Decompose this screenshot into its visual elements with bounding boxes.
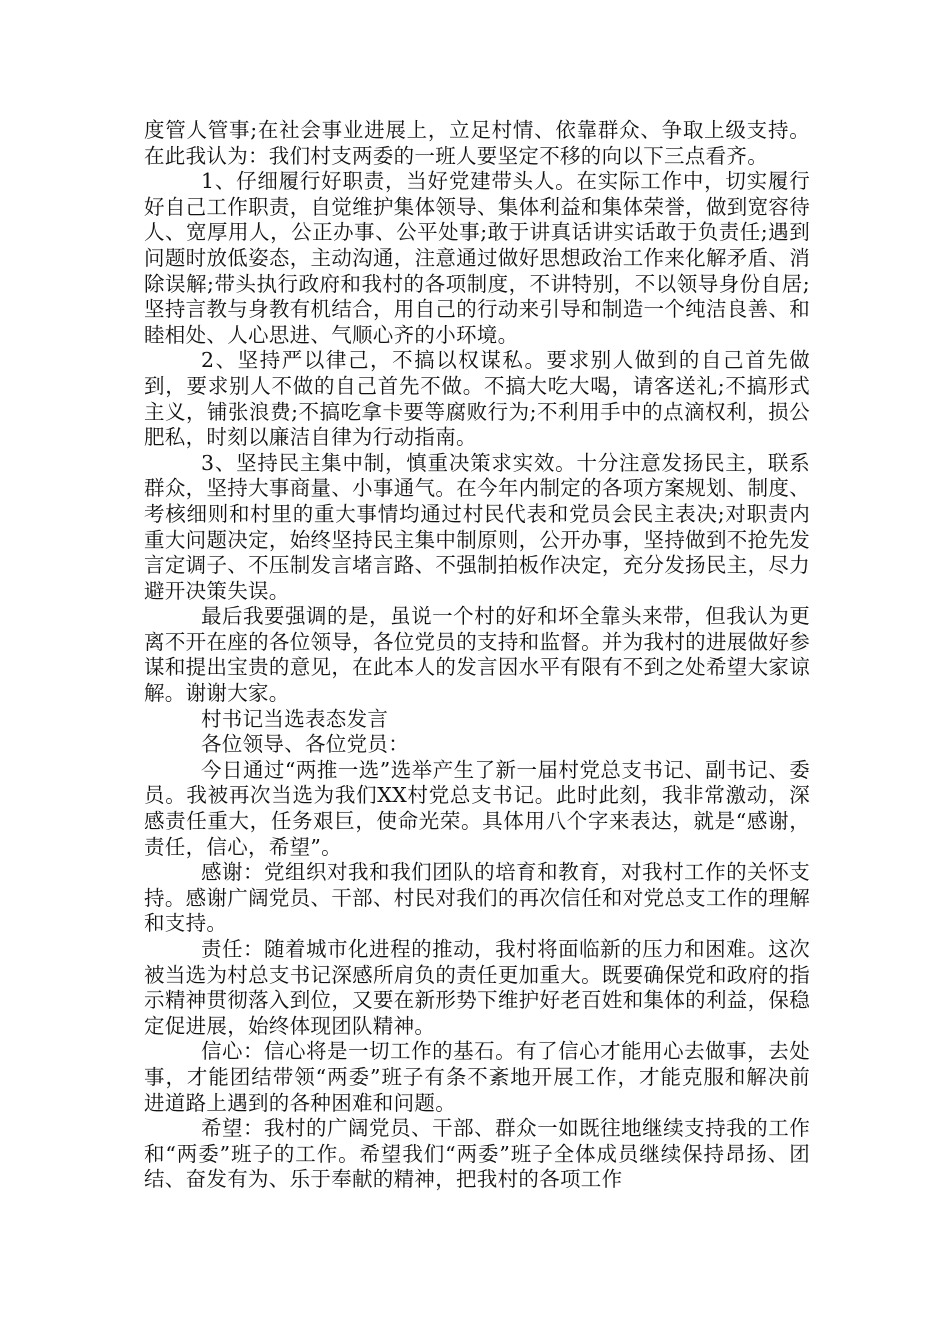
paragraph-intro: 今日通过“两推一选”选举产生了新一届村党总支书记、副书记、委员。我被再次当选为我们XX村党总支书记。此时此刻，我非常激动，深感责任重大，任务艰巨，使命光荣。具体用八个字来表达，就是“感谢，责任，信心，希望”。	[144, 757, 810, 859]
salutation: 各位领导、各位党员：	[201, 732, 409, 757]
paragraph-point-3: 3、坚持民主集中制，慎重决策求实效。十分注意发扬民主，联系群众，坚持大事商量、小事通气。在今年内制定的各项方案规划、制度、考核细则和村里的重大事情均通过村民代表和党员会民主表决;对职责内重大问题决定，始终坚持民主集中制原则，公开办事，坚持做到不抢先发言定调子、不压制发言堵言路、不强制拍板作决定，充分发扬民主，尽力避开决策失误。	[144, 450, 810, 603]
paragraph-thanks: 感谢：党组织对我和我们团队的培育和教育，对我村工作的关怀支持。感谢广阔党员、干部、村民对我们的再次信任和对党总支工作的理解和支持。	[144, 860, 810, 936]
paragraph-point-1: 1、仔细履行好职责，当好党建带头人。在实际工作中，切实履行好自己工作职责，自觉维护集体领导、集体利益和集体荣誉，做到宽容待人、宽厚用人，公正办事、公平处事;敢于讲真话讲实话敢于负责任;遇到问题时放低姿态，主动沟通，注意通过做好思想政治工作来化解矛盾、消除误解;带头执行政府和我村的各项制度，不讲特别，不以领导身份自居;坚持言教与身教有机结合，用自己的行动来引导和制造一个纯洁良善、和睦相处、人心思进、气顺心齐的小环境。	[144, 169, 810, 347]
document-page	[144, 118, 810, 1193]
paragraph-continuation: 度管人管事;在社会事业进展上，立足村情、依靠群众、争取上级支持。在此我认为：我们村支两委的一班人要坚定不移的向以下三点看齐。	[144, 118, 810, 168]
paragraph-closing: 最后我要强调的是，虽说一个村的好和坏全靠头来带，但我认为更离不开在座的各位领导，各位党员的支持和监督。并为我村的进展做好参谋和提出宝贵的意见，在此本人的发言因水平有限有不到之处希望大家谅解。谢谢大家。	[144, 604, 810, 706]
paragraph-responsibility: 责任：随着城市化进程的推动，我村将面临新的压力和困难。这次被当选为村总支书记深感所肩负的责任更加重大。既要确保党和政府的指示精神贯彻落入到位，又要在新形势下维护好老百姓和集体的利益，保稳定促进展，始终体现团队精神。	[144, 937, 810, 1038]
paragraph-point-2: 2、坚持严以律己，不搞以权谋私。要求别人做到的自己首先做到，要求别人不做的自己首先不做。不搞大吃大喝，请客送礼;不搞形式主义，铺张浪费;不搞吃拿卡要等腐败行为;不利用手中的点滴权利，损公肥私，时刻以廉洁自律为行动指南。	[144, 348, 810, 450]
paragraph-confidence: 信心：信心将是一切工作的基石。有了信心才能用心去做事，去处事，才能团结带领“两委”班子有条不紊地开展工作，才能克服和解决前进道路上遇到的各种困难和问题。	[144, 1039, 810, 1115]
paragraph-hope: 希望：我村的广阔党员、干部、群众一如既往地继续支持我的工作和“两委”班子的工作。希望我们“两委”班子全体成员继续保持昂扬、团结、奋发有为、乐于奉献的精神，把我村的各项工作	[144, 1116, 810, 1192]
section-heading: 村书记当选表态发言	[201, 706, 389, 731]
